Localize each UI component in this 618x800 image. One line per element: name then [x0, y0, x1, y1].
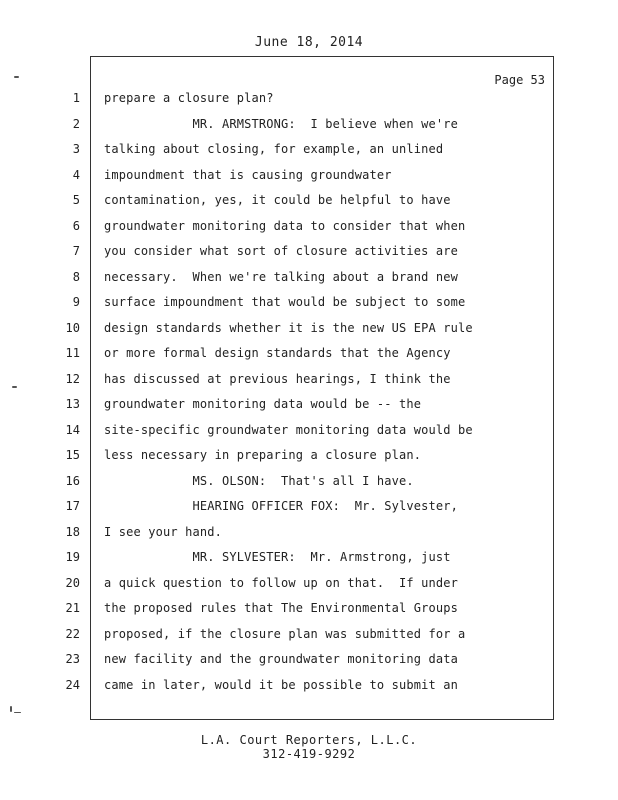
transcript-line: talking about closing, for example, an unlined: [104, 142, 444, 156]
line-number: 16: [65, 473, 80, 488]
scan-speck: [10, 706, 12, 712]
line-number: 18: [65, 524, 80, 539]
transcript-line: prepare a closure plan?: [104, 91, 274, 105]
transcript-date: June 18, 2014: [254, 35, 364, 50]
transcript-line: HEARING OFFICER FOX: Mr. Sylvester,: [104, 499, 458, 513]
line-number: 17: [65, 499, 80, 513]
transcript-line: surface impoundment that would be subject to some: [104, 295, 466, 309]
scan-speck: [14, 712, 21, 713]
line-number: 4: [72, 167, 80, 182]
line-number: 10: [65, 320, 80, 335]
line-number: 12: [65, 371, 80, 386]
transcript-line: came in later, would it be possible to submit an: [104, 677, 458, 692]
line-number: 6: [72, 218, 80, 233]
transcript-line: has discussed at previous hearings, I think the: [104, 371, 451, 386]
transcript-line: or more formal design standards that the Agency: [104, 346, 451, 360]
transcript-line: contamination, yes, it could be helpful to have: [104, 193, 451, 207]
transcript-line: design standards whether it is the new US EPA rule: [104, 320, 473, 335]
line-number: 21: [65, 601, 80, 615]
line-number: 24: [65, 677, 80, 692]
transcript-line: MR. ARMSTRONG: I believe when we're: [104, 116, 458, 131]
transcript-line: I see your hand.: [104, 524, 222, 539]
scan-speck: [12, 386, 17, 388]
transcript-line: the proposed rules that The Environmental Groups: [104, 601, 458, 615]
transcript-line: necessary. When we're talking about a brand new: [104, 269, 458, 284]
transcript-line: MS. OLSON: That's all I have.: [104, 473, 414, 488]
transcript-line: new facility and the groundwater monitoring data: [104, 652, 458, 666]
line-number: 11: [65, 346, 80, 360]
line-number: 23: [65, 652, 80, 666]
reporter-company: L.A. Court Reporters, L.L.C.: [200, 733, 418, 747]
transcript-line: a quick question to follow up on that. If under: [104, 575, 458, 590]
line-number: 3: [72, 142, 80, 156]
transcript-line: groundwater monitoring data to consider that when: [104, 218, 466, 233]
line-number: 1: [72, 91, 80, 105]
line-number: 15: [65, 448, 80, 462]
transcript-line: MR. SYLVESTER: Mr. Armstrong, just: [104, 550, 451, 564]
transcript-line: proposed, if the closure plan was submitted for a: [104, 626, 466, 641]
line-number: 2: [72, 116, 80, 131]
transcript-line: groundwater monitoring data would be -- the: [104, 397, 422, 411]
transcript-line: less necessary in preparing a closure plan.: [104, 448, 422, 462]
scan-speck: [14, 76, 19, 78]
line-number: 13: [65, 397, 80, 411]
line-number: 5: [72, 193, 80, 207]
transcript-line: you consider what sort of closure activities are: [104, 244, 458, 258]
line-number: 20: [65, 575, 80, 590]
line-number: 7: [72, 244, 80, 258]
transcript-line: site-specific groundwater monitoring data would be: [104, 422, 473, 437]
line-number: 8: [72, 269, 80, 284]
line-number: 19: [65, 550, 80, 564]
line-number: 9: [72, 295, 80, 309]
transcript-line: impoundment that is causing groundwater: [104, 167, 392, 182]
line-number: 14: [65, 422, 80, 437]
page-number: Page 53: [494, 73, 545, 87]
reporter-phone: 312-419-9292: [262, 747, 356, 761]
line-number: 22: [65, 626, 80, 641]
